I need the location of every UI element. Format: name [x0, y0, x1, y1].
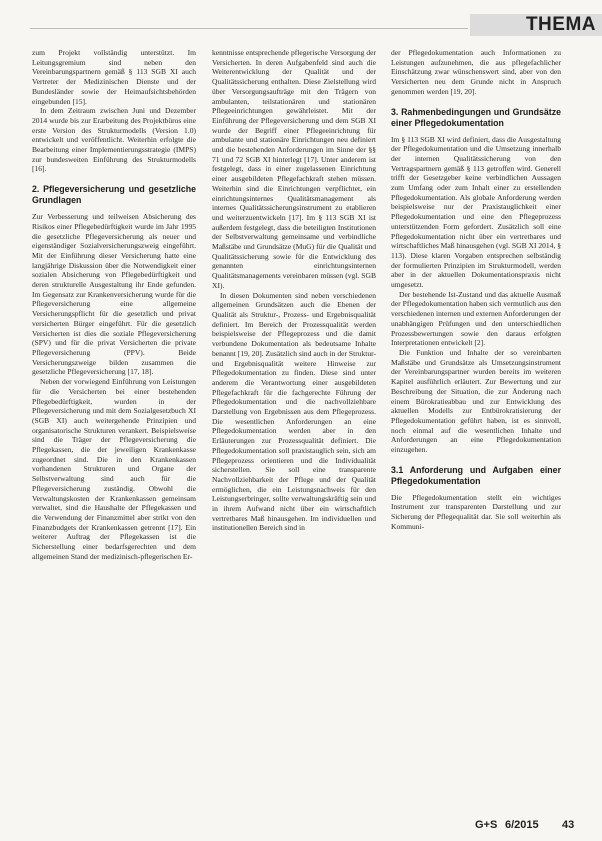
paragraph: In dem Zeitraum zwischen Juni und Dezember 2014 wurde bis zur Erarbeitung des Projektbüros eine erste Version des Strukturmodells (Version 1.0) entwickelt und veröffentlicht. Weiterhin erfolgte die Bearbeitung einer Implementierungsstrategie (IMPS) zur bundesweiten Einführung des Strukturmodells [16]. — [32, 106, 196, 174]
paragraph: kenntnisse entsprechende pflegerische Versorgung der Versicherten. In deren Aufgabenfeld sind auch die Weiterentwicklung der Qualität und der Qualitätssicherung enthalten. Diese Zielstellung wird über Versorgungsaufträge mit den Trägern von ambulanten, teilstationären und stationären Pflegeeinrichtungen gewährleistet. Mit der Einführung der Pflegeversicherung und dem SGB XI wurde der Begriff einer Pflegeeinrichtung für ambulante und stationäre Einrichtungen neu definiert und die bestehenden Anforderungen im Sinne der §§ 71 und 72 SGB XI hinterlegt [17]. Unter anderem ist festgelegt, dass in einer zugelassenen Einrichtung einer ausgebildeten Pflegefachkraft stehen müssen. Weiterhin sind die Einrichtungen verpflichtet, ein einrichtungsinternes Qualitätsmanagement als internes Qualitätssicherungsinstrument zu etablieren und weiterzuentwickeln [17]. Im § 113 SGB XI ist außerdem festgelegt, dass die beteiligten Institutionen der Selbstverwaltung gemeinsame und verbindliche Maßstäbe und Grundsätze (MuG) für die Qualität und Qualitätssicherung sowie für die Entwicklung des genannten einrichtungsinternen Qualitätsmanagements vereinbaren müssen (vgl. SGB XI). — [212, 48, 376, 290]
section-heading: 3. Rahmenbedingungen und Grundsätze einer Pflegedokumentation — [391, 106, 561, 128]
paragraph: Zur Verbesserung und teilweisen Absicherung des Risikos einer Pflegebedürftigkeit wurde im Jahr 1995 die gesetzliche Pflegeversicherung als neuer und eigenständiger Sozialversicherungszweig eingeführt. Mit der Einführung dieser Versicherung hatte eine langjährige Diskussion über die Notwendigkeit einer sozialen Absicherung von Pflegebedürftigkeit und deren strukturelle Ausgestaltung ihr Ende gefunden. Im Gegensatz zur Krankenversicherung wurde für die Pflegeversicherung eine allgemeine Versicherungspflicht für die gesetzlich und privat versicherten Bürger eingeführt. Für die gesetzlich Versicherten ist dies die soziale Pflegeversicherung (SPV) und für die privat Versicherten die private Pflegeversicherung (PPV). Beide Versicherungszweige bilden zusammen die gesetzliche Pflegeversicherung [17, 18]. — [32, 212, 196, 377]
page-number: 43 — [562, 819, 575, 831]
header-rule — [30, 28, 468, 29]
journal-logo: G+S — [475, 819, 498, 831]
paragraph: zum Projekt vollständig unterstützt. Im Leitungsgremium sind neben den Vereinbarungspartnern gemäß § 113 SGB XI auch Vertreter der Medizinischen Dienste und der Bundesländer sowie der Heimaufsichtsbehörden eingebunden [15]. — [32, 48, 196, 106]
subsection-heading: 3.1 Anforderung und Aufgaben einer Pflegedokumentation — [391, 464, 561, 486]
paragraph: der Pflegedokumentation auch Informationen zu Leistungen aufzunehmen, die aus pflegefachlicher Einschätzung zwar wünschenswert sind, aber von den Versicherten neu dem Grunde nicht in Anspruch genommen werden [19, 20]. — [391, 48, 561, 96]
paragraph: Der bestehende Ist-Zustand und das aktuelle Ausmaß der Pflegedokumentation haben sich vermutlich aus den verschiedenen internen und externen Anforderungen der unabhängigen Prüfungen und den unterschiedlichen Prozessbewertungen sowie den daraus erfolgten Interpretationen entwickelt [2]. — [391, 289, 561, 348]
page-header — [0, 0, 602, 40]
paragraph: Die Pflegedokumentation stellt ein wichtiges Instrument zur transparenten Darstellung und zur Sicherung der Pflegequalität dar. Sie soll weiterhin als Kommuni- — [391, 492, 561, 531]
column-right — [391, 48, 561, 808]
paragraph: Die Funktion und Inhalte der so vereinbarten Maßstäbe und Grundsätze als Umsetzungsinstrument der Vereinbarungspartner wurden bereits im weiteren Kapitel ausführlich erläutert. Zur Bewertung und zur Beschreibung der Situation, die zur Änderung nach einem Bürokratieabbau und zur Entwicklung des aktuellen Modells zur Entbürokratisierung der Pflegedokumentation geführt haben, ist es sinnvoll, noch einmal auf die wesentlichen Inhalte und Anforderungen an eine Pflegedokumentation einzugehen. — [391, 347, 561, 455]
paragraph: Im § 113 SGB XI wird definiert, dass die Ausgestaltung der Pflegedokumentation und die Umsetzung innerhalb der internen Qualitätssicherung von den Vertragspartnern gemäß § 113 getroffen wird. Generell trifft der Gesetzgeber keine verbindlichen Aussagen zum Umfang oder zum Inhalt einer zu erstellenden Pflegedokumentation. Als globale Anforderung werden beispielsweise nur der Praxistauglichkeit einer Pflegedokumentation und eine den Pflegeprozess unterstützenden Form gefordert. Zusätzlich soll eine Pflegedokumentation nicht über ein vertretbares und wirtschaftliches Maß hinausgehen (vgl. SGB XI 2014, § 113). Diese klaren Vorgaben entsprechen selbständig der formulierten Prinzipien im Strukturmodell, werden aber in der aktuellen Dokumentationspraxis nicht umgesetzt. — [391, 134, 561, 290]
paragraph: Neben der vorwiegend Einführung von Leistungen für die Versicherten bei einer bestehenden Pflegebedürftigkeit, wurden in der Pflegeversicherung und mit dem Sozialgesetzbuch XI (SGB XI) auch weitergehende Prinzipien und organisatorische Strukturen verankert. Beispielsweise sind die Träger der Pflegeversicherung die Pflegekassen, die der jeweiligen Krankenkasse zugeordnet sind. Die in den Krankenkassen vorhandenen Strukturen und Organe der Selbstverwaltung sind auch für die Pflegeversicherung zuständig. Obwohl die Verwaltungskosten der Krankenkassen gemeinsam verwaltet, sind die Haushalte der Pflegekassen und die Verwendung der Finanzmittel aber strikt von den Finanzbudgets der Krankenkassen getrennt [17]. Ein weiterer Auftrag der Pflegekassen ist die Sicherstellung einer bedarfsgerechten und dem allgemeinen Stand der medizinisch-pflegerischen Er- — [32, 377, 196, 561]
issue-number: 6/2015 — [505, 819, 539, 831]
section-label: THEMA — [525, 14, 596, 35]
paragraph: In diesen Dokumenten sind neben verschiedenen allgemeinen Grundsätzen auch die Ebenen der Qualität als Struktur-, Prozess- und Ergebnisqualität definiert. Im Bereich der Prozessqualität werden beispielsweise der Pflegeprozess und die damit verbundene Dokumentation als bedeutsame Inhalte benannt [19, 20]. Zusätzlich sind auch in der Struktur- und Ergebnisqualität weitere Hinweise zur Pflegedokumentation zu finden. Diese sind unter anderem die Verantwortung einer ausgebildeten Pflegefachkraft für die fachgerechte Führung der Pflegedokumentation und die nachvollziehbare Darstellung von Ergebnissen aus dem Pflegeprozess. Die wesentlichen Anforderungen an eine Pflegedokumentation werden aber in den Erläuterungen zur Prozessqualität definiert. Die Pflegedokumentation soll praxistauglich sein, sich am Pflegeprozess orientieren und die Individualität sicherstellen. Sie soll eine transparente Nachvollziehbarkeit der Pflege und der Qualität ermöglichen, die ein Leistungsnachweis für den Leistungserbringer, sollte verwaltungskräftig sein und in ihrem Aufwand nicht über ein wirtschaftlich vertretbares Maß hinausgehen. Im individuellen und institutionellen Bereich sind in — [212, 290, 376, 533]
column-middle — [212, 48, 376, 808]
column-left — [32, 48, 196, 808]
section-heading: 2. Pflegeversicherung und gesetzliche Grundlagen — [32, 184, 196, 206]
